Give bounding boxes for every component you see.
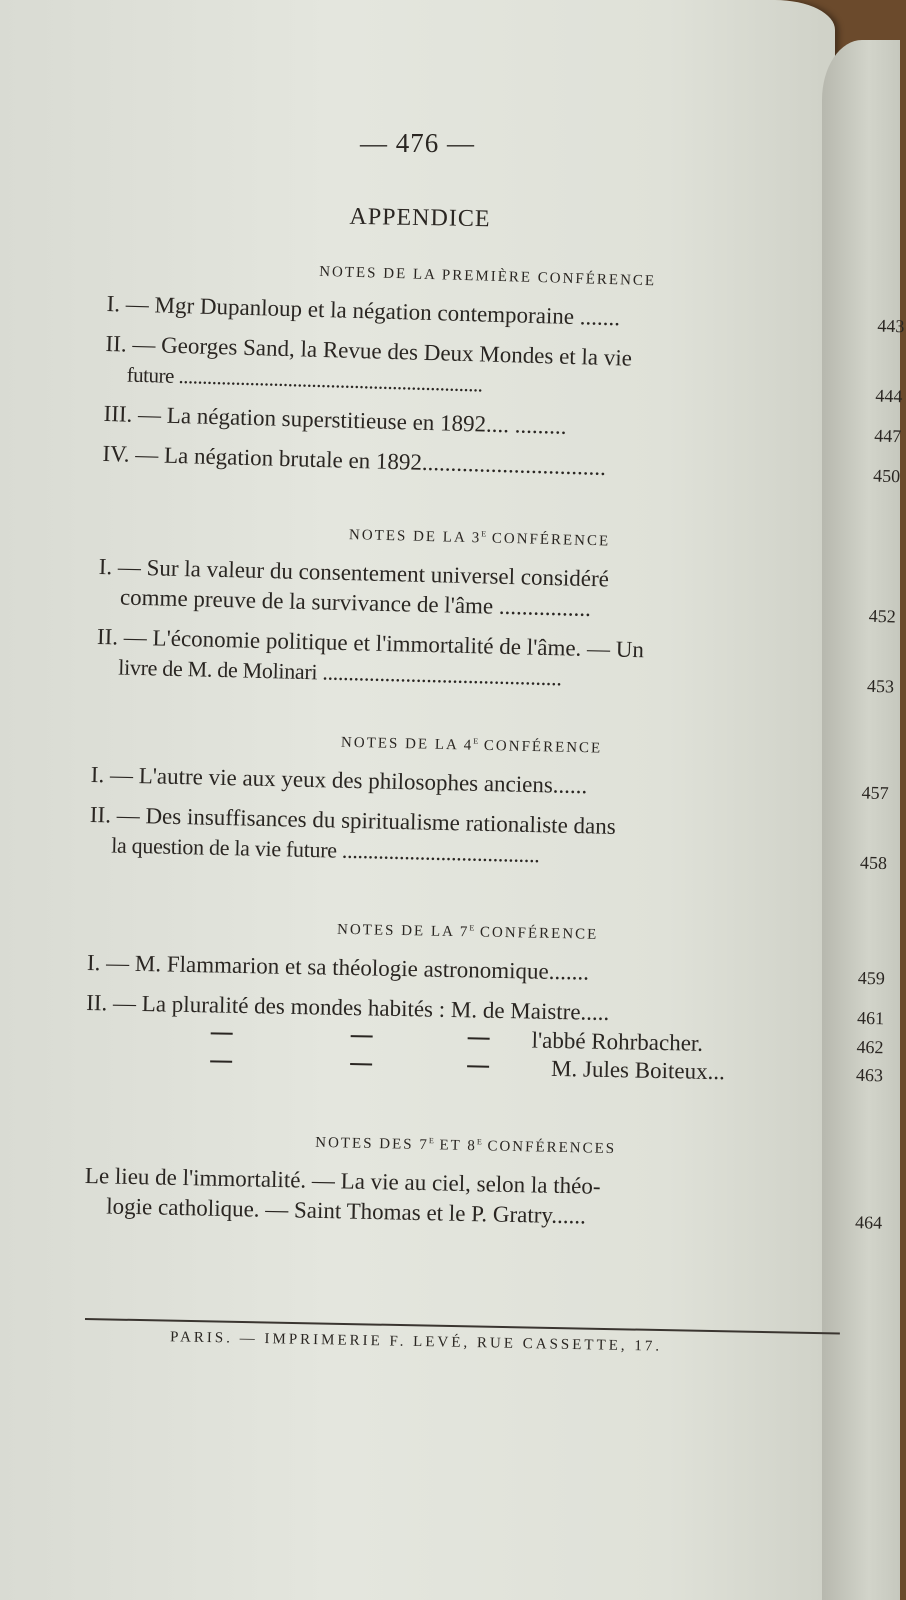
entry-page-number: 443 bbox=[877, 315, 905, 337]
toc-entry bbox=[89, 800, 888, 877]
entry-line: I. — M. Flammarion et sa théologie astronomique....... bbox=[86, 949, 590, 985]
ditto-mark bbox=[467, 1065, 489, 1067]
section-7e-8e-conferences bbox=[84, 1125, 883, 1247]
heading-text: CONFÉRENCE bbox=[477, 737, 603, 757]
entry-page-number: 459 bbox=[857, 967, 886, 989]
entry-line: la question de la vie future ...................................... bbox=[110, 832, 540, 868]
page-title: APPENDICE bbox=[349, 203, 491, 233]
entry-line: IV. — La négation brutale en 1892................................ bbox=[102, 440, 607, 480]
ditto-mark bbox=[210, 1060, 232, 1062]
section-heading bbox=[86, 1125, 846, 1163]
entry-page-number: 453 bbox=[866, 675, 895, 697]
toc-entry bbox=[96, 622, 895, 701]
entry-line: logie catholique. — Saint Thomas et le P. Gratry...... bbox=[106, 1193, 587, 1229]
toc-entry bbox=[104, 329, 903, 410]
toc-entry bbox=[84, 1161, 883, 1237]
heading-text: CONFÉRENCE bbox=[474, 924, 599, 943]
entry-page-number: 447 bbox=[874, 425, 902, 447]
entry-line: II. — L'économie politique et l'immortalité de l'âme. — Un bbox=[96, 623, 645, 663]
section-heading bbox=[88, 912, 848, 949]
entry-page-number: 450 bbox=[872, 465, 901, 487]
heading-text: NOTES DE LA 7 bbox=[336, 921, 470, 941]
page-number: — 476 — bbox=[360, 128, 475, 158]
ditto-mark bbox=[351, 1035, 373, 1037]
ditto-mark bbox=[468, 1037, 490, 1039]
section-4e-conference bbox=[89, 724, 889, 887]
entry-line: Le lieu de l'immortalité. — La vie au ciel, selon la théo- bbox=[84, 1162, 601, 1199]
heading-text: NOTES DE LA 3 bbox=[348, 527, 482, 547]
entry-page-number: 458 bbox=[859, 852, 888, 874]
entry-line: II. — La pluralité des mondes habités : M. de Maistre..... bbox=[86, 989, 610, 1026]
heading-superscript: e bbox=[469, 919, 475, 934]
section-heading bbox=[99, 516, 859, 557]
entry-line: II. — Des insuffisances du spiritualisme rationaliste dans bbox=[89, 801, 617, 839]
entry-page-number: 444 bbox=[875, 385, 903, 407]
printer-imprint: PARIS. — IMPRIMERIE F. LEVÉ, RUE CASSETTE, 17. bbox=[169, 1329, 663, 1355]
entry-line: II. — Georges Sand, la Revue des Deux Mondes et la vie bbox=[105, 330, 633, 371]
heading-text: NOTES DES 7 bbox=[315, 1134, 430, 1154]
section-3e-conference bbox=[96, 516, 897, 711]
section-heading bbox=[92, 724, 852, 763]
heading-text: CONFÉRENCE bbox=[485, 530, 611, 550]
toc-entry bbox=[98, 552, 897, 631]
entry-line: I. — Sur la valeur du consentement universel considéré bbox=[98, 553, 610, 592]
toc-entry bbox=[86, 948, 886, 993]
entry-line: future ................................................................ bbox=[126, 362, 483, 397]
entry-line: livre de M. de Molinari .............................................. bbox=[118, 654, 562, 691]
section-7e-conference bbox=[85, 912, 886, 1089]
entry-line: I. — L'autre vie aux yeux des philosophes anciens...... bbox=[90, 761, 588, 799]
entry-page-number: 452 bbox=[868, 605, 897, 627]
heading-superscript: e bbox=[428, 1132, 435, 1147]
entry-page-number: 457 bbox=[861, 782, 889, 804]
entry-line: III. — La négation superstitieuse en 1892.... ......... bbox=[103, 400, 567, 439]
heading-text: NOTES DE LA 4 bbox=[340, 734, 474, 754]
heading-text: ET 8 bbox=[433, 1137, 477, 1155]
entry-page-number: 461 bbox=[856, 1007, 885, 1029]
entry-line: comme preuve de la survivance de l'âme ................ bbox=[119, 584, 592, 622]
toc-entry bbox=[90, 760, 889, 807]
section-premiere-conference bbox=[102, 258, 905, 500]
entry-page-number: 462 bbox=[856, 1036, 884, 1058]
heading-superscript: e bbox=[476, 1133, 482, 1148]
heading-superscript: e bbox=[473, 732, 479, 747]
entry-page-number: 463 bbox=[855, 1064, 884, 1086]
entry-line: l'abbé Rohrbacher. bbox=[531, 1027, 704, 1056]
ditto-mark bbox=[211, 1032, 233, 1034]
section-heading: NOTES DE LA PREMIÈRE CONFÉRENCE bbox=[318, 263, 657, 290]
entry-line: I. — Mgr Dupanloup et la négation contemporaine ....... bbox=[106, 290, 621, 331]
entry-page-number: 464 bbox=[854, 1212, 883, 1233]
ditto-mark bbox=[350, 1063, 372, 1065]
entry-line: M. Jules Boiteux... bbox=[550, 1055, 726, 1085]
heading-text: CONFÉRENCES bbox=[481, 1138, 617, 1158]
heading-superscript: e bbox=[481, 525, 487, 540]
